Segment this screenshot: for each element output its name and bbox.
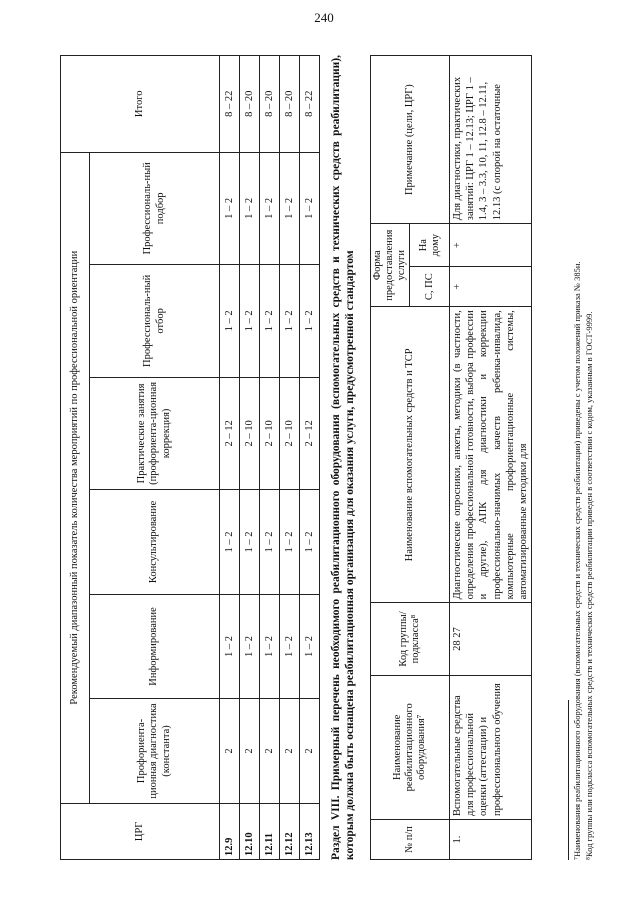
header-form-home: На дому [410, 224, 450, 267]
footnote-7: ⁷Наименования реабилитационного оборудования (вспомогательных средств и технических средств реабилитации) приведены с учетом положений приказа № 385н. [572, 261, 582, 860]
row-crg: 12.11 [260, 803, 280, 859]
cell-selection: 1 – 2 [300, 265, 320, 378]
equipment-table [370, 55, 532, 860]
cell-total: 8 – 20 [240, 56, 260, 153]
cell-matching: 1 – 2 [240, 152, 260, 265]
header-informing: Информирование [90, 594, 220, 699]
table-row [240, 56, 260, 860]
cell-form-ps: + [450, 267, 532, 307]
cell-total: 8 – 22 [300, 56, 320, 153]
cell-form-home: + [450, 224, 532, 267]
header-selection: Профессиональ-ный отбор [90, 265, 220, 378]
cell-diagnostics: 2 [220, 699, 240, 804]
header-total: Итого [61, 56, 220, 153]
header-matching: Профессиональ-ный подбор [90, 152, 220, 265]
cell-practice: 2 – 10 [280, 377, 300, 490]
header-practice: Практические занятия (профориента-ционная коррекция) [90, 377, 220, 490]
cell-consulting: 1 – 2 [220, 490, 240, 595]
cell-total: 8 – 20 [280, 56, 300, 153]
cell-practice: 2 – 10 [260, 377, 280, 490]
cell-tsr: Диагностические опросники, анкеты, методики (в частности, определения профессиональной готовности, выбора профессии и другие), АПК для диагностики и коррекции профессионально-значимых качеств ребенка-инвалида, компьютерные профориентационные системы, автоматизированные методики для [450, 307, 532, 603]
cell-diagnostics: 2 [300, 699, 320, 804]
cell-matching: 1 – 2 [260, 152, 280, 265]
cell-informing: 1 – 2 [260, 594, 280, 699]
cell-practice: 2 – 10 [240, 377, 260, 490]
header-form-ps: С, ПС [410, 267, 450, 307]
cell-selection: 1 – 2 [220, 265, 240, 378]
row-crg: 12.12 [280, 803, 300, 859]
header-form: Форма предоставления услуги [371, 224, 410, 307]
table-row [300, 56, 320, 860]
header-code: Код группы/ подкласса⁸ [371, 603, 450, 675]
header-note: Примечание (цели, ЦРГ) [371, 56, 450, 224]
cell-diagnostics: 2 [280, 699, 300, 804]
cell-diagnostics: 2 [260, 699, 280, 804]
table-row [220, 56, 240, 860]
page-number: 240 [314, 10, 334, 25]
cell-selection: 1 – 2 [260, 265, 280, 378]
row-crg: 12.10 [240, 803, 260, 859]
table-row [280, 56, 300, 860]
cell-informing: 1 – 2 [240, 594, 260, 699]
header-consulting: Консультирование [90, 490, 220, 595]
cell-informing: 1 – 2 [280, 594, 300, 699]
cell-matching: 1 – 2 [280, 152, 300, 265]
section-heading: Раздел VIII. Примерный перечень необходимого реабилитационного оборудования (вспомогательных средств и технических средств реабилитации), которым должна быть оснащена реабилитационная организация для оказания услуги, предусмотренной стандартом [330, 55, 356, 860]
cell-matching: 1 – 2 [300, 152, 320, 265]
cell-practice: 2 – 12 [220, 377, 240, 490]
header-activities-group: Рекомендуемый диапазонный показатель количества мероприятий по профессиональной ориентации [61, 152, 90, 803]
cell-consulting: 1 – 2 [260, 490, 280, 595]
cell-consulting: 1 – 2 [280, 490, 300, 595]
cell-equipment: Вспомогательные средства для профессиональной оценки (аттестации) и профессионального обучения [450, 675, 532, 819]
rotated-landscape-content [44, 40, 604, 860]
row-crg: 12.9 [220, 803, 240, 859]
table-row [450, 56, 532, 860]
cell-informing: 1 – 2 [300, 594, 320, 699]
cell-informing: 1 – 2 [220, 594, 240, 699]
table-row [260, 56, 280, 860]
header-equipment: Наименование реабилитационного оборудования⁷ [371, 675, 450, 819]
footnote-8: ⁸Код группы или подкласса вспомогательных средств и технических средств реабилитации приведен в соответствии с кодом, указанным в ГОСТ-9999. [584, 311, 594, 860]
header-tsr: Наименование вспомогательных средств и ТСР [371, 307, 450, 603]
header-diagnostics: Профориента-ционная диагностика (константа) [90, 699, 220, 804]
cell-diagnostics: 2 [240, 699, 260, 804]
header-crg: ЦРГ [61, 803, 220, 859]
cell-total: 8 – 22 [220, 56, 240, 153]
cell-num: 1. [450, 819, 532, 859]
activities-count-table [60, 55, 320, 860]
cell-consulting: 1 – 2 [300, 490, 320, 595]
row-crg: 12.13 [300, 803, 320, 859]
cell-consulting: 1 – 2 [240, 490, 260, 595]
cell-note: Для диагностики, практических занятий: ЦРГ 1 – 12.13; ЦРГ 1 – 1.4, 3 – 3.3, 10, 11, 12.8 – 12.11, 12.13 (с опорой на остаточные [450, 56, 532, 224]
header-num: № п/п [371, 819, 450, 859]
cell-selection: 1 – 2 [280, 265, 300, 378]
cell-practice: 2 – 12 [300, 377, 320, 490]
cell-code: 28 27 [450, 603, 532, 675]
cell-matching: 1 – 2 [220, 152, 240, 265]
cell-selection: 1 – 2 [240, 265, 260, 378]
footnote-divider [568, 700, 569, 860]
cell-total: 8 – 20 [260, 56, 280, 153]
